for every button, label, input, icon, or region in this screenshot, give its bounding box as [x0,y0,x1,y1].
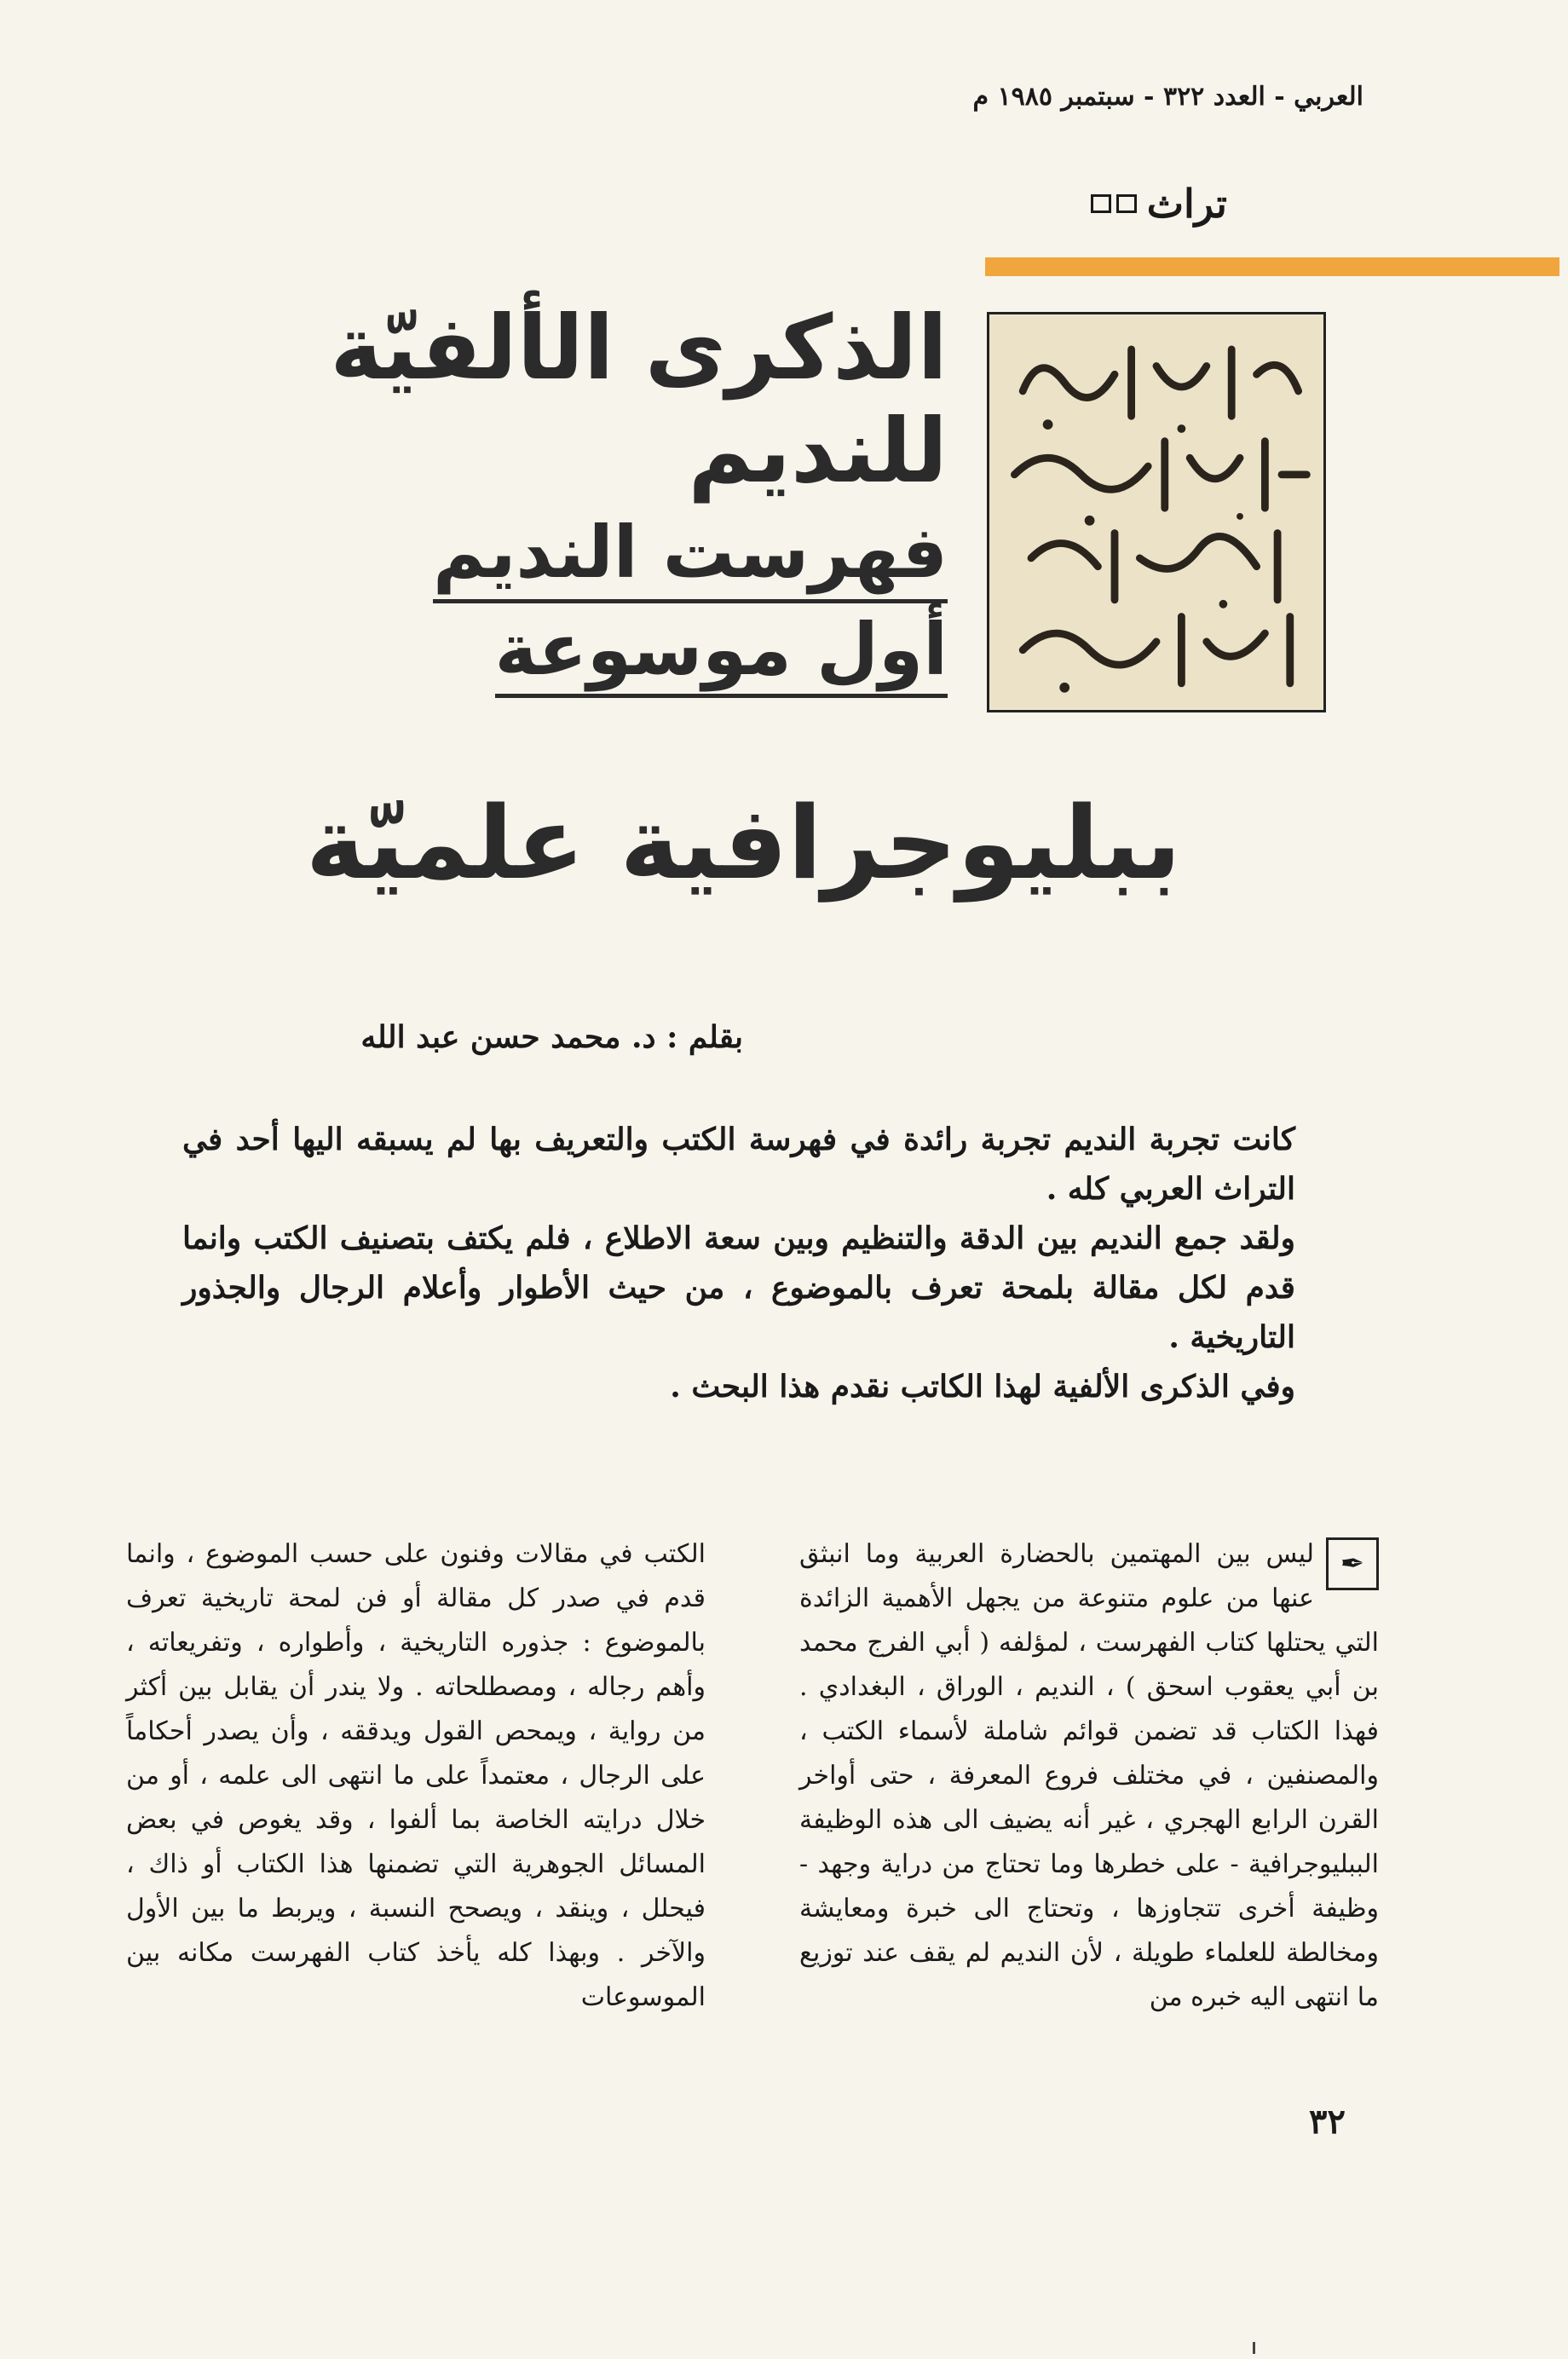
accent-bar [985,257,1559,276]
intro-paragraph: ولقد جمع النديم بين الدقة والتنظيم وبين سعة الاطلاع ، فلم يكتف بتصنيف الكتب وانما قدم لكل مقالة بلمحة تعرف بالموضوع ، من حيث الأطوار وأعلام الرجال والجذور التاريخية . [182,1220,1295,1355]
intro-paragraph: وفي الذكرى الألفية لهذا الكاتب نقدم هذا البحث . [670,1369,1295,1404]
title-line-3: فهرست النديم [433,515,948,603]
double-square-icon [1091,194,1137,213]
body-paragraph: ليس بين المهتمين بالحضارة العربية وما انبثق عنها من علوم متنوعة من يجهل الأهمية الزائدة التي يحتلها كتاب الفهرست ، لمؤلفه ( أبي الفرج محمد بن أبي يعقوب اسحق ) ، النديم ، الوراق ، البغدادي . فهذا الكتاب قد تضمن قوائم شاملة لأسماء الكتب ، والمصنفين ، في مختلف فروع المعرفة ، حتى أواخر القرن الرابع الهجري ، غير أنه يضيف الى هذه الوظيفة الببليوجرافية - على خطرها وما تحتاج من دراية وجهد - وظيفة أخرى تتجاوزها ، وتحتاج الى خبرة ومعايشة ومخالطة للعلماء طويلة ، لأن النديم لم يقف عند توزيع ما انتهى اليه خبره من [799,1539,1379,2012]
body-paragraph: الكتب في مقالات وفنون على حسب الموضوع ، وانما قدم في صدر كل مقالة أو فن لمحة تاريخية تعرف بالموضوع : جذوره التاريخية ، وأطواره ، وتفريعاته ، وأهم رجاله ، ومصطلحاته . ولا يندر أن يقابل بين أكثر من رواية ، ويمحص القول ويدققه ، وأن يصدر أحكاماً على الرجال ، معتمداً على ما انتهى الى علمه ، أو من خلال درايته الخاصة بما ألفوا ، وقد يغوص في بعض المسائل الجوهرية التي تضمنها هذا الكتاب أو ذاك ، فيحلل ، وينقد ، ويصحح النسبة ، ويربط ما بين الأول والآخر . وبهذا كله يأخذ كتاب الفهرست مكانه بين الموسوعات [126,1539,706,2012]
print-mark [1253,2342,1255,2354]
author-byline: بقلم : د. محمد حسن عبد الله [360,1019,743,1055]
title-line-4: أول موسوعة [495,612,948,698]
manuscript-calligraphy-image [987,312,1326,712]
title-line-1: الذكرى الألفيّة [330,296,948,400]
intro-paragraph: كانت تجربة النديم تجربة رائدة في فهرسة الكتب والتعريف بها لم يسبقه اليها أحد في التراث العربي كله . [182,1122,1295,1207]
article-title [215,296,948,698]
body-column-right [799,1532,1379,2020]
running-header: العربي - العدد ٣٢٢ - سبتمبر ١٩٨٥ م [972,82,1363,112]
body-column-left [126,1532,706,2020]
page-number: ٣٢ [1309,2102,1346,2142]
section-label [1091,181,1227,227]
calligraphy-emblem-icon: ✒ [1326,1537,1379,1590]
manuscript-svg [989,314,1323,710]
title-line-2: للنديم [688,399,948,504]
section-label-text: تراث [1146,181,1227,227]
article-intro [182,1115,1295,1411]
title-line-5: ببليوجرافية علميّة [305,784,1181,902]
body-columns [126,1532,1379,2095]
